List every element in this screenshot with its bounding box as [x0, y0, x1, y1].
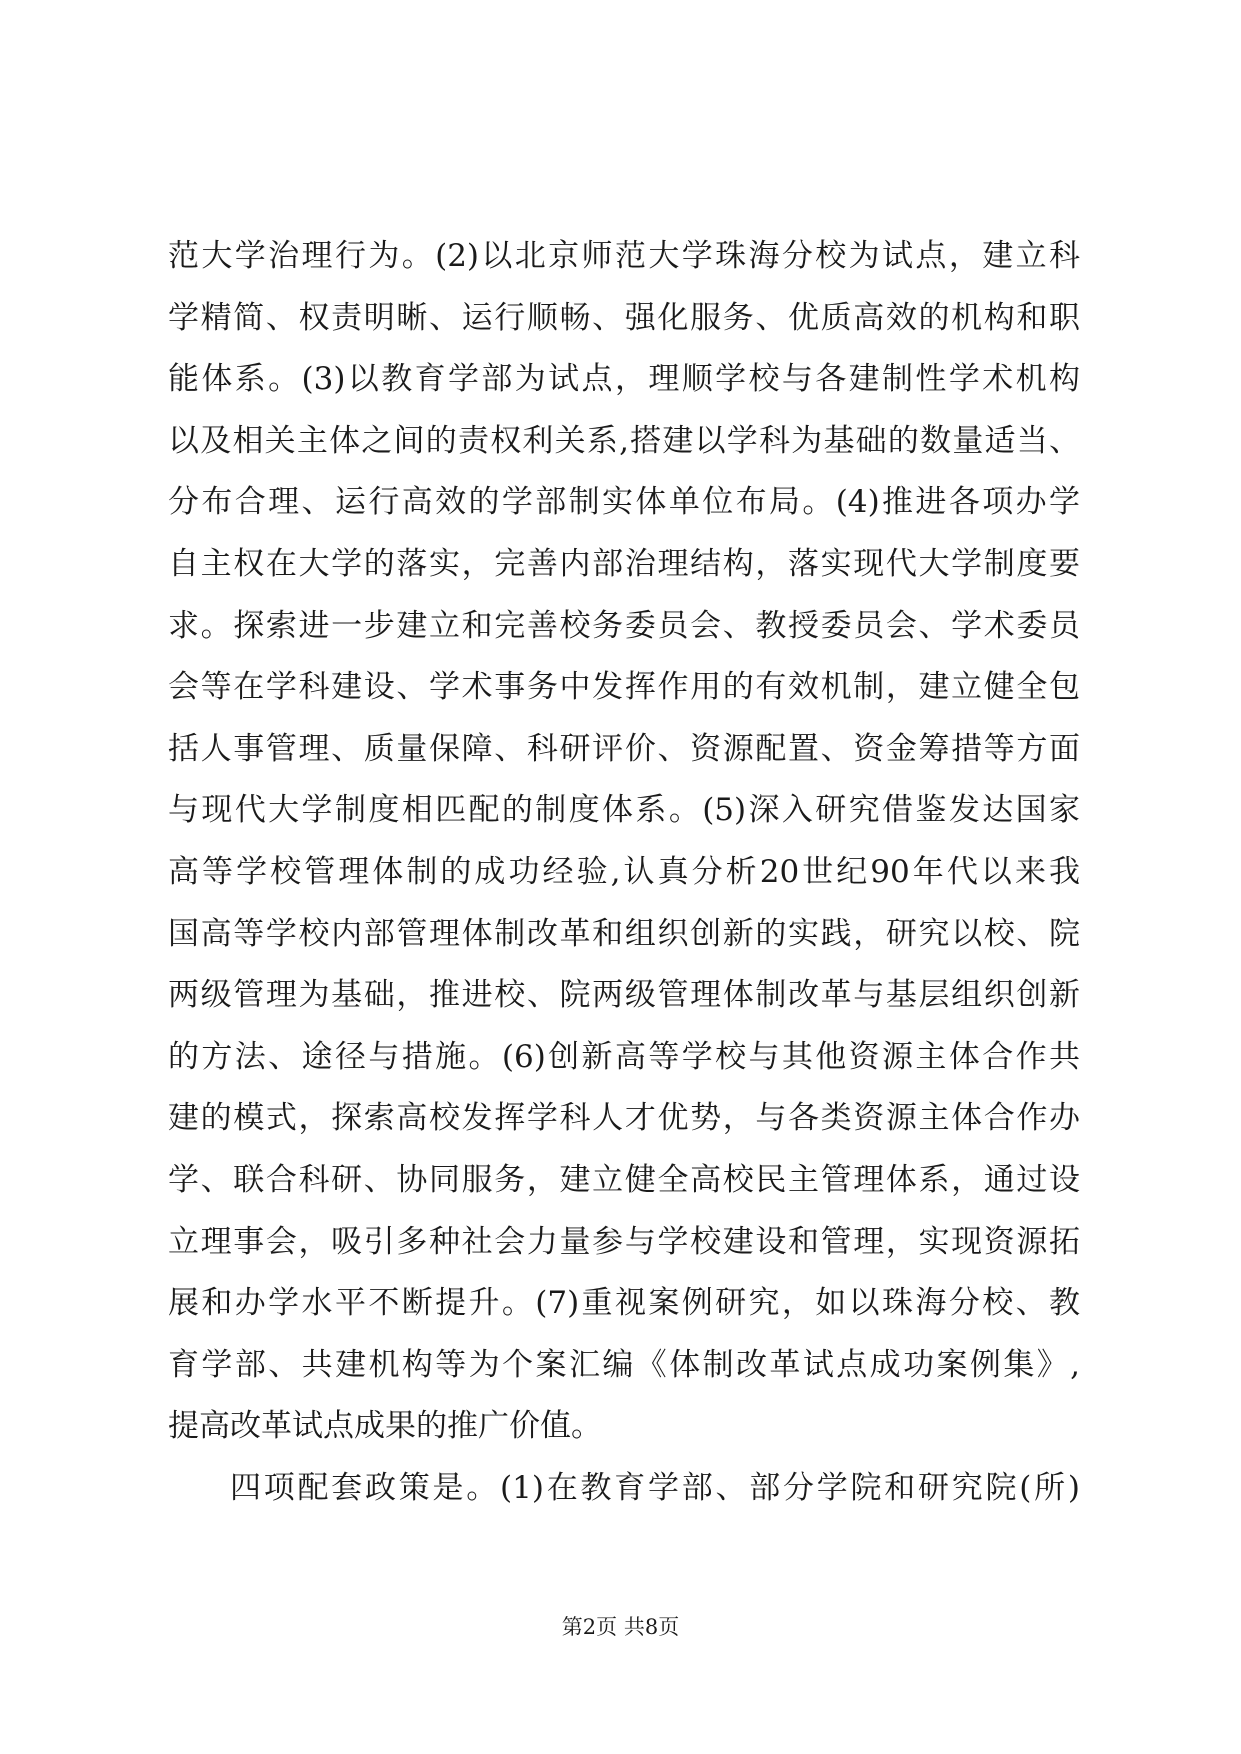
text-line: 高等学校管理体制的成功经验,认真分析20世纪90年代以来我	[168, 853, 1080, 890]
page-footer	[0, 1613, 1241, 1641]
text-line: 育学部、共建机构等为个案汇编《体制改革试点成功案例集》,	[168, 1346, 1080, 1383]
text-line: 立理事会，吸引多种社会力量参与学校建设和管理，实现资源拓	[168, 1223, 1080, 1260]
paragraph-start-line: 四项配套政策是。(1)在教育学部、部分学院和研究院(所)	[230, 1469, 1080, 1506]
page-number-label: 第2页 共8页	[561, 1615, 680, 1639]
text-line: 的方法、途径与措施。(6)创新高等学校与其他资源主体合作共	[168, 1038, 1080, 1075]
body-text	[168, 226, 1080, 1519]
text-line: 展和办学水平不断提升。(7)重视案例研究，如以珠海分校、教	[168, 1285, 1080, 1322]
text-line: 学、联合科研、协同服务，建立健全高校民主管理体系，通过设	[168, 1161, 1080, 1198]
text-line: 分布合理、运行高效的学部制实体单位布局。(4)推进各项办学	[168, 484, 1080, 521]
text-line: 两级管理为基础，推进校、院两级管理体制改革与基层组织创新	[168, 977, 1080, 1014]
text-line: 括人事管理、质量保障、科研评价、资源配置、资金筹措等方面	[168, 730, 1080, 767]
text-line: 范大学治理行为。(2)以北京师范大学珠海分校为试点，建立科	[168, 238, 1080, 274]
text-line: 能体系。(3)以教育学部为试点，理顺学校与各建制性学术机构	[168, 361, 1080, 398]
text-line: 学精简、权责明晰、运行顺畅、强化服务、优质高效的机构和职	[168, 299, 1080, 336]
text-line: 自主权在大学的落实，完善内部治理结构，落实现代大学制度要	[168, 545, 1080, 582]
paragraph-end-line: 提高改革试点成果的推广价值。	[168, 1408, 602, 1445]
text-line: 国高等学校内部管理体制改革和组织创新的实践，研究以校、院	[168, 915, 1080, 952]
text-line: 求。探索进一步建立和完善校务委员会、教授委员会、学术委员	[168, 607, 1080, 644]
text-line: 建的模式，探索高校发挥学科人才优势，与各类资源主体合作办	[168, 1100, 1080, 1137]
text-line: 以及相关主体之间的责权利关系,搭建以学科为基础的数量适当、	[168, 422, 1080, 459]
text-line: 会等在学科建设、学术事务中发挥作用的有效机制，建立健全包	[168, 669, 1080, 706]
text-line: 与现代大学制度相匹配的制度体系。(5)深入研究借鉴发达国家	[168, 792, 1080, 829]
